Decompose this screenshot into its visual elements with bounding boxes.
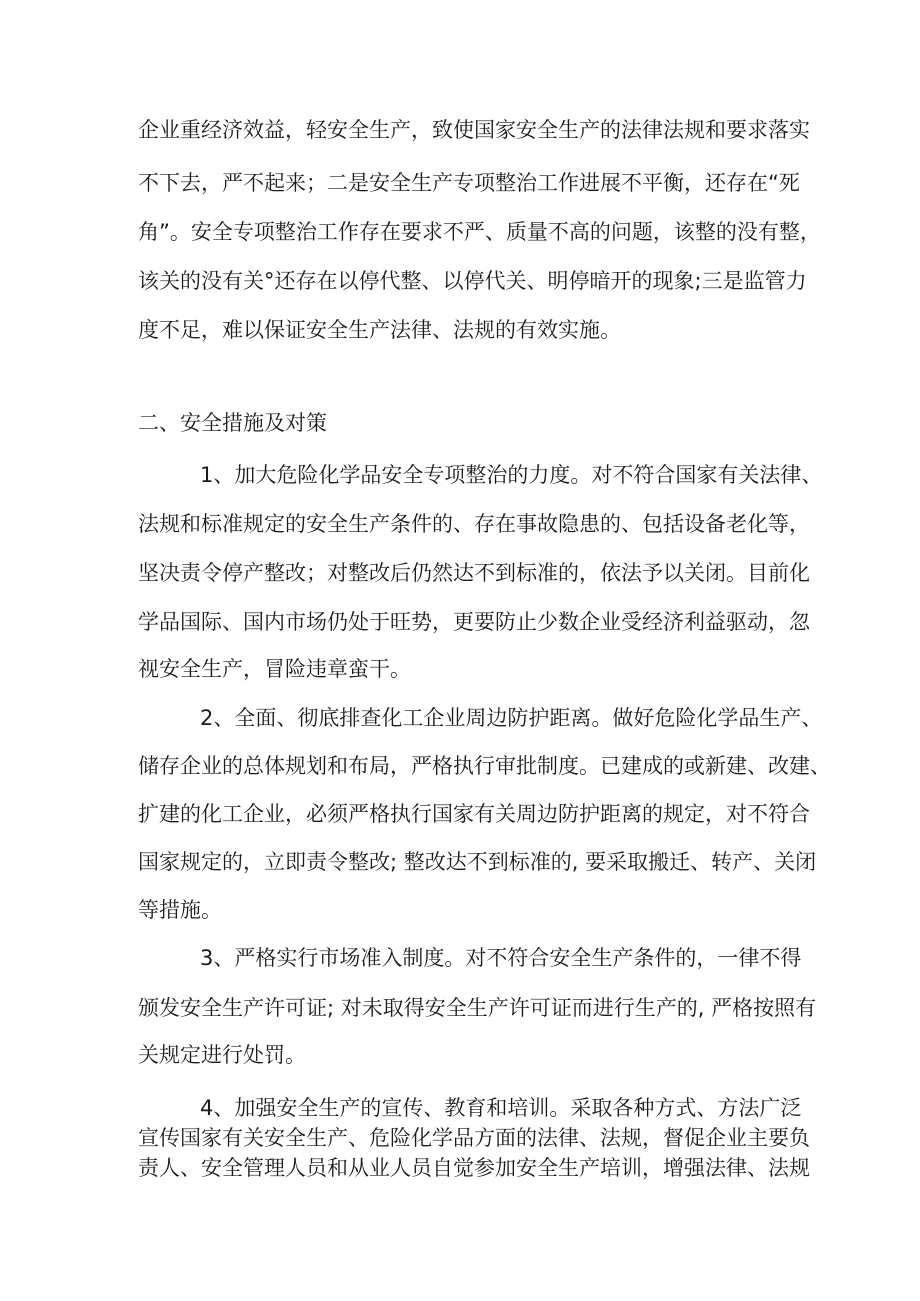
- measure-1-line-3: 坚决责令停产整改；对整改后仍然达不到标准的，依法予以关闭。目前化: [138, 561, 810, 585]
- measure-3-line-3: 关规定进行处罚。: [138, 1043, 306, 1067]
- measure-1-line-5: 视安全生产，冒险违章蛮干。: [138, 657, 411, 681]
- measure-1-line-2: 法规和标准规定的安全生产条件的、存在事故隐患的、包括设备老化等，: [138, 512, 810, 536]
- intro-line-2: 不下去，严不起来；二是安全生产专项整治工作进展不平衡，还存在“死: [138, 171, 800, 195]
- section-heading: 二、安全措施及对策: [138, 411, 327, 435]
- measure-2-line-4: 国家规定的，立即责令整改; 整改达不到标准的, 要采取搬迁、转产、关闭: [138, 850, 817, 874]
- measure-4-line-3: 责人、安全管理人员和从业人员自觉参加安全生产培训，增强法律、法规: [138, 1156, 810, 1180]
- measure-3-line-2: 颁发安全生产许可证; 对未取得安全生产许可证而进行生产的, 严格按照有: [138, 996, 817, 1020]
- measure-2-line-5: 等措施。: [138, 898, 222, 922]
- measure-2-line-2: 储存企业的总体规划和布局，严格执行审批制度。已建成的或新建、改建、: [138, 754, 831, 778]
- intro-line-1: 企业重经济效益，轻安全生产，致使国家安全生产的法律法规和要求落实: [138, 118, 810, 142]
- measure-2-line-1: 2、全面、彻底排查化工企业周边防护距离。做好危险化学品生产、: [200, 706, 823, 730]
- measure-2-line-3: 扩建的化工企业，必须严格执行国家有关周边防护距离的规定，对不符合: [138, 802, 810, 826]
- measure-1-line-4: 学品国际、国内市场仍处于旺势，更要防止少数企业受经济利益驱动，忽: [138, 610, 810, 634]
- intro-line-3: 角”。安全专项整治工作存在要求不严、质量不高的问题，该整的没有整，: [138, 220, 821, 244]
- measure-3-line-1: 3、严格实行市场准入制度。对不符合安全生产条件的，一律不得: [200, 946, 802, 970]
- intro-line-5: 度不足，难以保证安全生产法律、法规的有效实施。: [138, 318, 621, 342]
- measure-4-line-2: 宣传国家有关安全生产、危险化学品方面的法律、法规，督促企业主要负: [138, 1126, 810, 1150]
- intro-line-4: 该关的没有关°还存在以停代整、以停代关、明停暗开的现象;三是监管力: [138, 269, 807, 293]
- measure-1-line-1: 1、加大危险化学品安全专项整治的力度。对不符合国家有关法律、: [200, 463, 823, 487]
- measure-4-line-1: 4、加强安全生产的宣传、教育和培训。采取各种方式、方法广泛: [200, 1096, 802, 1120]
